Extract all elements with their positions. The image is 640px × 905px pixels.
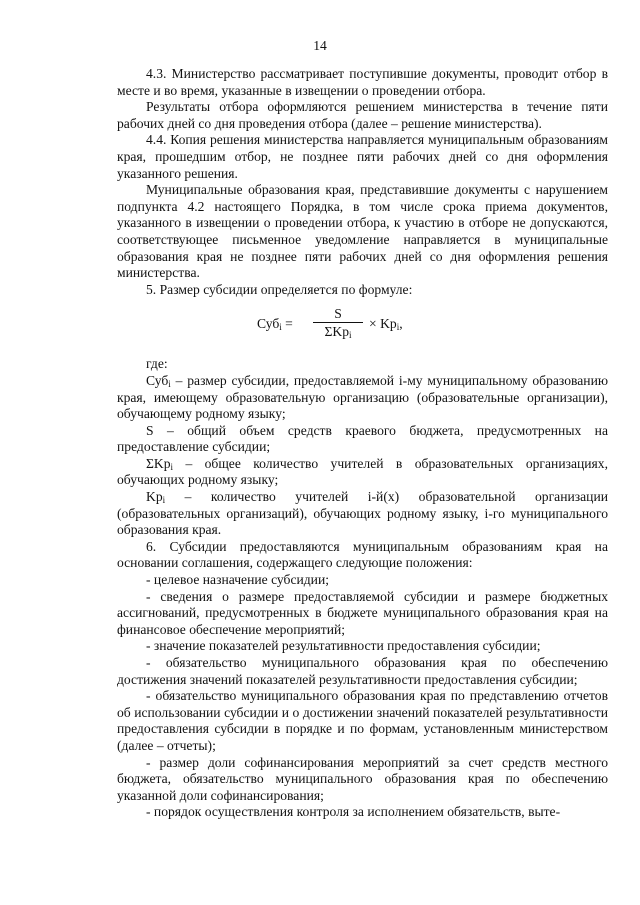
list-item: - целевое назначение субсидии; [146, 572, 330, 588]
formula-lhs: Суб$_i$ = [257, 316, 293, 333]
list-item: - порядок осуществления контроля за исполнением обязательств, выте- [146, 804, 561, 820]
paragraph: Результаты отбора оформляются решением министерства в течение пяти рабочих дней со дня проведения отбора (далее – решение министерства). [117, 99, 608, 131]
paragraph: Муниципальные образования края, представившие документы с нарушением подпункта 4.2 настоящего Порядка, в том числе срока приема документов, указанного в извещении о проведении отбора, к участию в отборе не допускаются, соответствующее письменное уведомление направляется в муниципальные образования края не позднее пяти рабочих дней со дня оформления решения министерства. [117, 182, 608, 281]
definition: ΣKp$_i$ – общее количество учителей в образовательных организациях, обучающих родному языку; [117, 455, 608, 488]
list-item: - размер доли софинансирования мероприятий за счет средств местного бюджета, обязательство муниципального образования края по обеспечению указанной доли софинансирования; [117, 754, 608, 803]
list-item: - сведения о размере предоставляемой субсидии и размере бюджетных ассигнований, предусмотренных в бюджете муниципального образования края на финансовое обеспечение мероприятий; [117, 588, 608, 637]
paragraph: 6. Субсидии предоставляются муниципальным образованиям края на основании соглашения, содержащего следующие положения: [117, 538, 608, 571]
list-item: - обязательство муниципального образования края по представлению отчетов об использовании субсидии и о достижении значений показателей результативности предоставления субсидии в порядке и по формам, установленным министерством (далее – отчеты); [117, 688, 608, 753]
paragraph: 4.4. Копия решения министерства направляется муниципальным образованиям края, прошедшим отбор, не позднее пяти рабочих дней со дня оформления указанного решения. [117, 132, 608, 181]
definition: $Kp_i$ – количество учителей i-й(х) образовательной организации (образовательных организаций), обучающих родному языку, i-го муниципального образования края. [117, 489, 608, 538]
where-label: где: [146, 356, 168, 372]
document-body [117, 66, 608, 821]
subsidy-formula [117, 306, 608, 344]
definition: Суб$_i$ – размер субсидии, предоставляемой i-му муниципальному образованию края, имеющему образовательную организацию (образовательные организации), обучающему родному языку; [117, 372, 608, 422]
page-number: 14 [313, 38, 327, 53]
formula-fraction [313, 306, 363, 340]
formula-numerator: S [313, 306, 363, 323]
paragraph: 4.3. Министерство рассматривает поступившие документы, проводит отбор в месте и во время, указанные в извещении о проведении отбора. [117, 66, 608, 98]
definition: S – общий объем средств краевого бюджета, предусмотренных на предоставление субсидии; [117, 422, 608, 455]
list-item: - обязательство муниципального образования края по обеспечению достижения значений показателей результативности предоставления субсидии; [117, 655, 608, 687]
paragraph: 5. Размер субсидии определяется по формуле: [146, 281, 413, 297]
list-item: - значение показателей результативности предоставления субсидии; [146, 638, 541, 654]
formula-rhs: × $Kp_i$, [369, 316, 403, 333]
formula-denominator: ΣKp$_i$ [324, 324, 352, 341]
